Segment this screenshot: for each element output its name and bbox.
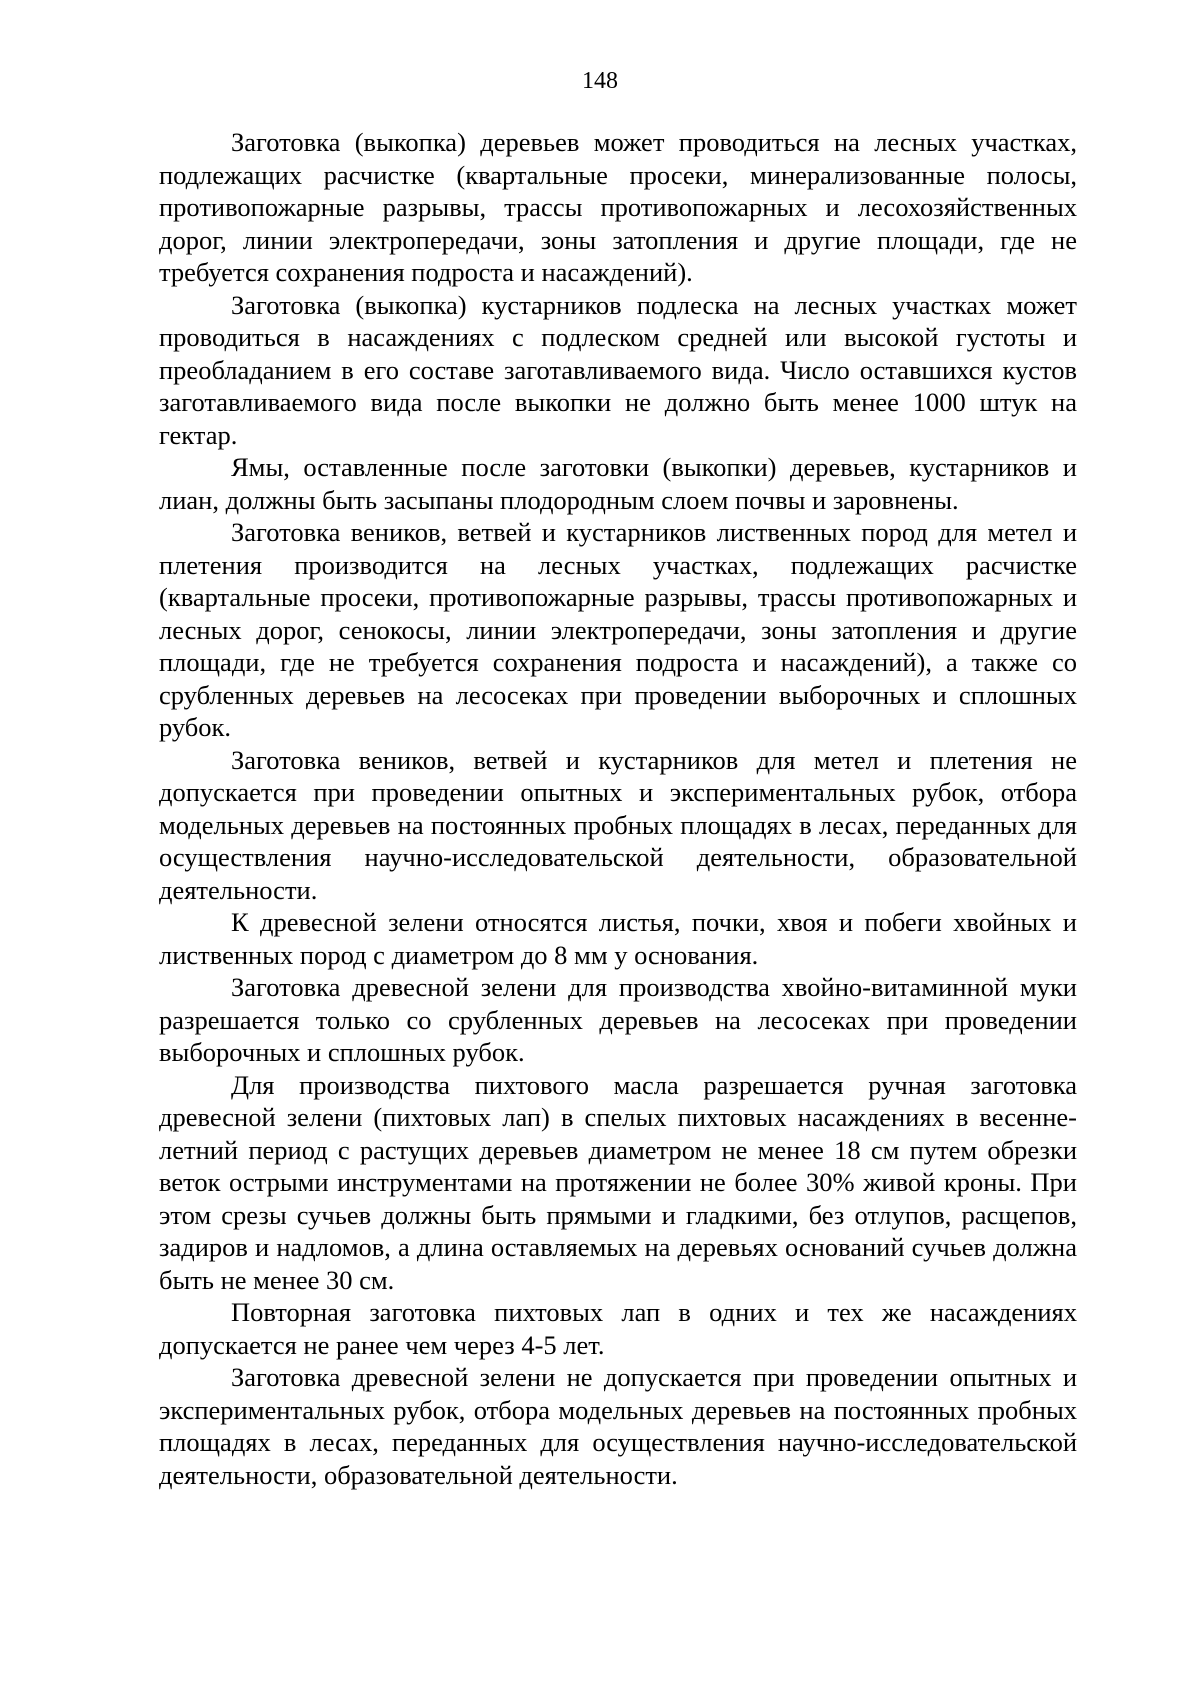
paragraph: Ямы, оставленные после заготовки (выкопки) деревьев, кустарников и лиан, должны быть засыпаны плодородным слоем почвы и заровнены. bbox=[159, 452, 1077, 515]
paragraph: К древесной зелени относятся листья, почки, хвоя и побеги хвойных и лиственных пород с диаметром до 8 мм у основания. bbox=[159, 907, 1077, 970]
paragraph: Повторная заготовка пихтовых лап в одних и тех же насаждениях допускается не ранее чем через 4-5 лет. bbox=[159, 1297, 1077, 1360]
paragraph: Заготовка древесной зелени не допускается при проведении опытных и экспериментальных рубок, отбора модельных деревьев на постоянных пробных площадях в лесах, переданных для осуществления научно-исследовательской деятельности, образовательной деятельности. bbox=[159, 1362, 1077, 1490]
page-number: 148 bbox=[582, 68, 618, 94]
body-text bbox=[159, 126, 1077, 1491]
paragraph: Заготовка (выкопка) кустарников подлеска на лесных участках может проводиться в насаждениях с подлеском средней или высокой густоты и преобладанием в его составе заготавливаемого вида. Число оставшихся кустов заготавливаемого вида после выкопки не должно быть менее 1000 штук на гектар. bbox=[159, 289, 1077, 450]
paragraph: Заготовка веников, ветвей и кустарников лиственных пород для метел и плетения производится на лесных участках, подлежащих расчистке (квартальные просеки, противопожарные разрывы, трассы противопожарных и лесных дорог, сенокосы, линии электропередачи, зоны затопления и другие площади, где не требуется сохранения подроста и насаждений), а также со срубленных деревьев на лесосеках при проведении выборочных и сплошных рубок. bbox=[159, 517, 1077, 742]
paragraph: Заготовка древесной зелени для производства хвойно-витаминной муки разрешается только со срубленных деревьев на лесосеках при проведении выборочных и сплошных рубок. bbox=[159, 972, 1077, 1067]
paragraph: Для производства пихтового масла разрешается ручная заготовка древесной зелени (пихтовых лап) в спелых пихтовых насаждениях в весенне-летний период с растущих деревьев диаметром не менее 18 см путем обрезки веток острыми инструментами на протяжении не более 30% живой кроны. При этом срезы сучьев должны быть прямыми и гладкими, без отлупов, расщепов, задиров и надломов, а длина оставляемых на деревьях оснований сучьев должна быть не менее 30 см. bbox=[159, 1069, 1077, 1295]
paragraph: Заготовка (выкопка) деревьев может проводиться на лесных участках, подлежащих расчистке (квартальные просеки, минерализованные полосы, противопожарные разрывы, трассы противопожарных и лесохозяйственных дорог, линии электропередачи, зоны затопления и другие площади, где не требуется сохранения подроста и насаждений). bbox=[159, 127, 1077, 287]
paragraph: Заготовка веников, ветвей и кустарников для метел и плетения не допускается при проведении опытных и экспериментальных рубок, отбора модельных деревьев на постоянных пробных площадях в лесах, переданных для осуществления научно-исследовательской деятельности, образовательной деятельности. bbox=[159, 744, 1077, 905]
